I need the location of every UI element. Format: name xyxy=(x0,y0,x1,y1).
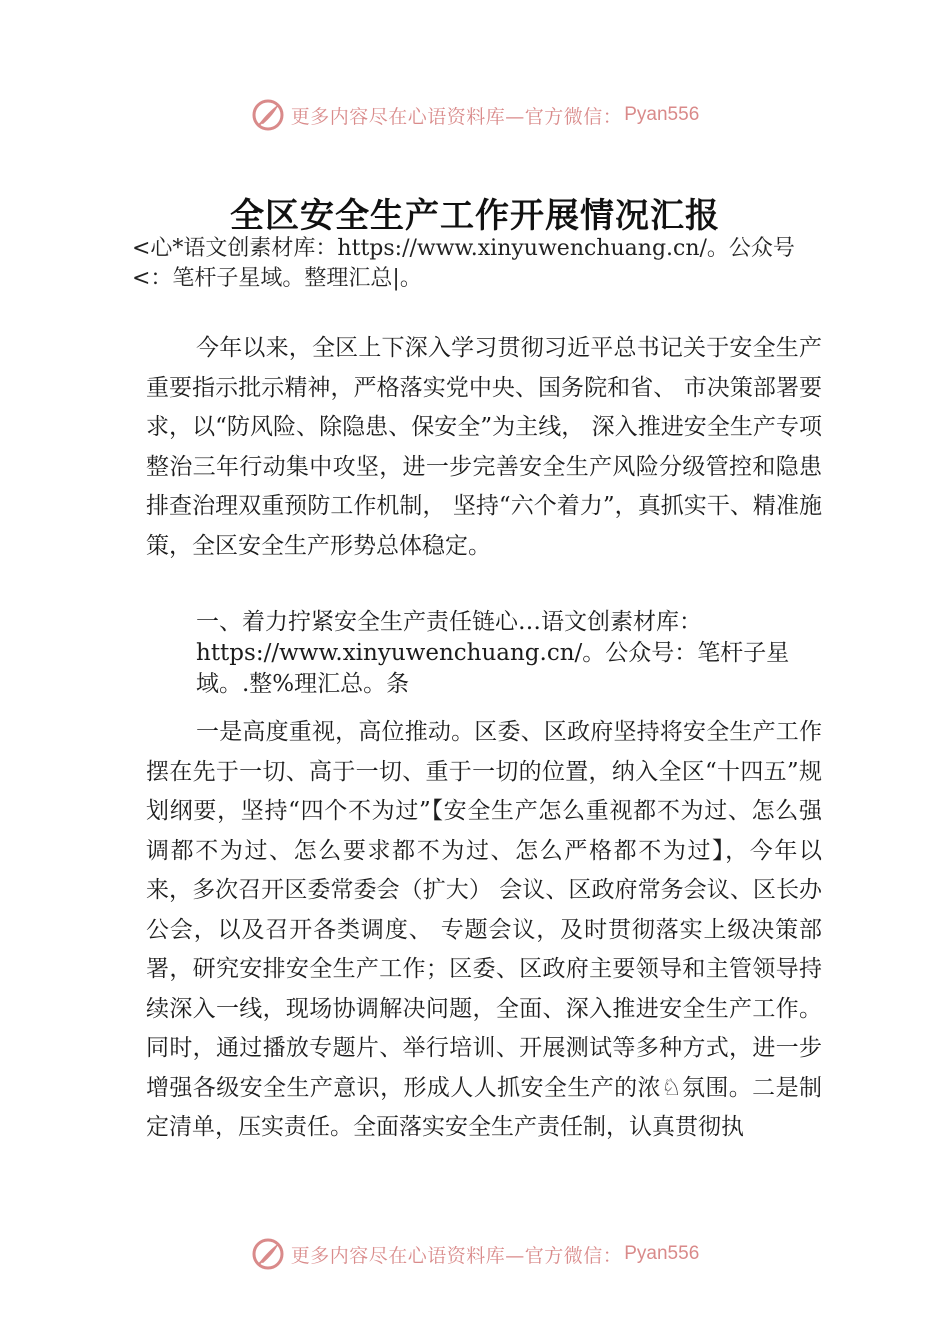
quill-logo-icon xyxy=(251,1237,285,1271)
watermark-text: 更多内容尽在心语资料库—官方微信： xyxy=(290,1244,623,1267)
footer-watermark xyxy=(0,1234,950,1274)
section-heading: 一、着力拧紧安全生产责任链心…语文创素材库：https://www.xinyuwenchuang.cn/。公众号：笔杆子星域。.整%理汇总。条 xyxy=(196,609,790,697)
intro-paragraph: 今年以来，全区上下深入学习贯彻习近平总书记关于安全生产重要指示批示精神，严格落实党中央、国务院和省、 市决策部署要求，以“防风险、除隐患、保安全”为主线， 深入推进安全生产专项整治三年行动集中攻坚，进一步完善安全生产风险分级管控和隐患排查治理双重预防工作机制， 坚持“六个着力”，真抓实干、精准施策，全区安全生产形势总体稳定。 xyxy=(146,335,822,559)
document-title: 全区安全生产工作开展情况汇报 xyxy=(230,196,720,236)
quill-logo-icon xyxy=(251,98,285,132)
main-paragraph: 一是高度重视，高位推动。区委、区政府坚持将安全生产工作摆在先于一切、高于一切、重于一切的位置，纳入全区“十四五”规划纲要，坚持“四个不为过”【安全生产怎么重视都不为过、怎么强调都不为过、怎么要求都不为过、怎么严格都不为过】，今年以来，多次召开区委常委会（扩大） 会议、区政府常务会议、区长办公会，以及召开各类调度、 专题会议，及时贯彻落实上级决策部署，研究安排安全生产工作；区委、区政府主要领导和主管领导持续深入一线，现场协调解决问题，全面、深入推进安全生产工作。同时，通过播放专题片、举行培训、开展测试等多种方式，进一步增强各级安全生产意识，形成人人抓安全生产的浓♘氛围。二是制定清单，压实责任。全面落实安全生产责任制，认真贯彻执 xyxy=(146,719,822,1140)
source-note: <心*语文创素材库：https://www.xinyuwenchuang.cn/。公众号<：笔杆子星域。整理汇总|。 xyxy=(132,236,795,291)
header-watermark xyxy=(0,95,950,135)
watermark-text: 更多内容尽在心语资料库—官方微信： xyxy=(290,105,623,128)
watermark-handle: Pyan556 xyxy=(624,1243,700,1264)
watermark-handle: Pyan556 xyxy=(624,104,700,125)
